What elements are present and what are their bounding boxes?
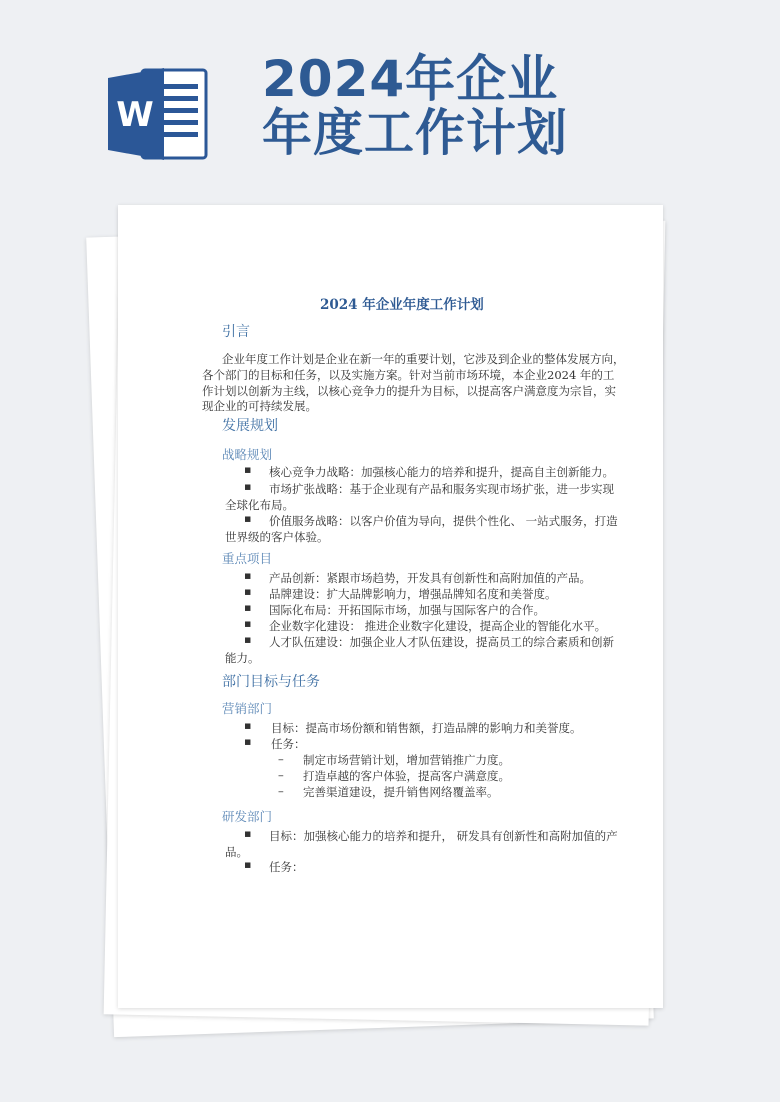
list-item: 核心竞争力战略：加强核心能力的培养和提升，提高自主创新能力。 — [269, 465, 614, 479]
heading-rd: 研发部门 — [222, 809, 273, 824]
list-item: 全球化布局。 — [225, 498, 294, 512]
heading-strategy: 战略规划 — [222, 447, 273, 462]
list-item: 国际化布局：开拓国际市场，加强与国际客户的合作。 — [269, 603, 545, 617]
sub-list-item: 打造卓越的客户体验，提高客户满意度。 — [303, 769, 510, 783]
paragraph-line: 企业年度工作计划是企业在新一年的重要计划，它涉及到企业的整体发展方向， — [222, 352, 625, 366]
sub-list-item: 制定市场营销计划，增加营销推广力度。 — [303, 753, 510, 767]
heading-departments: 部门目标与任务 — [222, 674, 320, 690]
heading-marketing: 营销部门 — [222, 701, 273, 716]
heading-projects: 重点项目 — [222, 551, 273, 566]
list-item: 任务： — [269, 860, 304, 874]
paragraph-line: 现企业的可持续发展。 — [202, 399, 317, 413]
sub-list-item: 完善渠道建设，提升销售网络覆盖率。 — [303, 785, 499, 799]
heading-development: 发展规划 — [222, 418, 278, 434]
svg-text:W: W — [116, 95, 154, 135]
document-title: 2024 年企业年度工作计划 — [320, 297, 484, 313]
list-item: 世界级的客户体验。 — [225, 530, 329, 544]
paragraph-line: 作计划以创新为主线，以核心竞争力的提升为目标，以提高客户满意度为宗旨，实 — [202, 384, 616, 398]
list-item: 品牌建设：扩大品牌影响力，增强品牌知名度和美誉度。 — [269, 587, 557, 601]
list-item: 目标：提高市场份额和销售额，打造品牌的影响力和美誉度。 — [271, 721, 582, 735]
list-item: 品。 — [225, 845, 248, 859]
banner-title: 2024年企业年度工作计划 — [262, 50, 568, 162]
list-item: 价值服务战略：以客户价值为导向，提供个性化、 一站式服务，打造 — [269, 514, 618, 528]
paragraph-line: 各个部门的目标和任务，以及实施方案。针对当前市场环境，本企业2024 年的工 — [202, 368, 615, 382]
list-item: 人才队伍建设：加强企业人才队伍建设，提高员工的综合素质和创新 — [269, 635, 614, 649]
list-item: 市场扩张战略：基于企业现有产品和服务实现市场扩张，进一步实现 — [269, 482, 614, 496]
list-item: 产品创新：紧跟市场趋势，开发具有创新性和高附加值的产品。 — [269, 571, 591, 585]
list-item: 能力。 — [225, 651, 260, 665]
word-icon — [108, 68, 208, 160]
heading-intro: 引言 — [222, 324, 250, 340]
list-item: 任务： — [271, 737, 306, 751]
list-item: 企业数字化建设： 推进企业数字化建设，提高企业的智能化水平。 — [269, 619, 607, 633]
list-item: 目标：加强核心能力的培养和提升， 研发具有创新性和高附加值的产 — [269, 829, 618, 843]
